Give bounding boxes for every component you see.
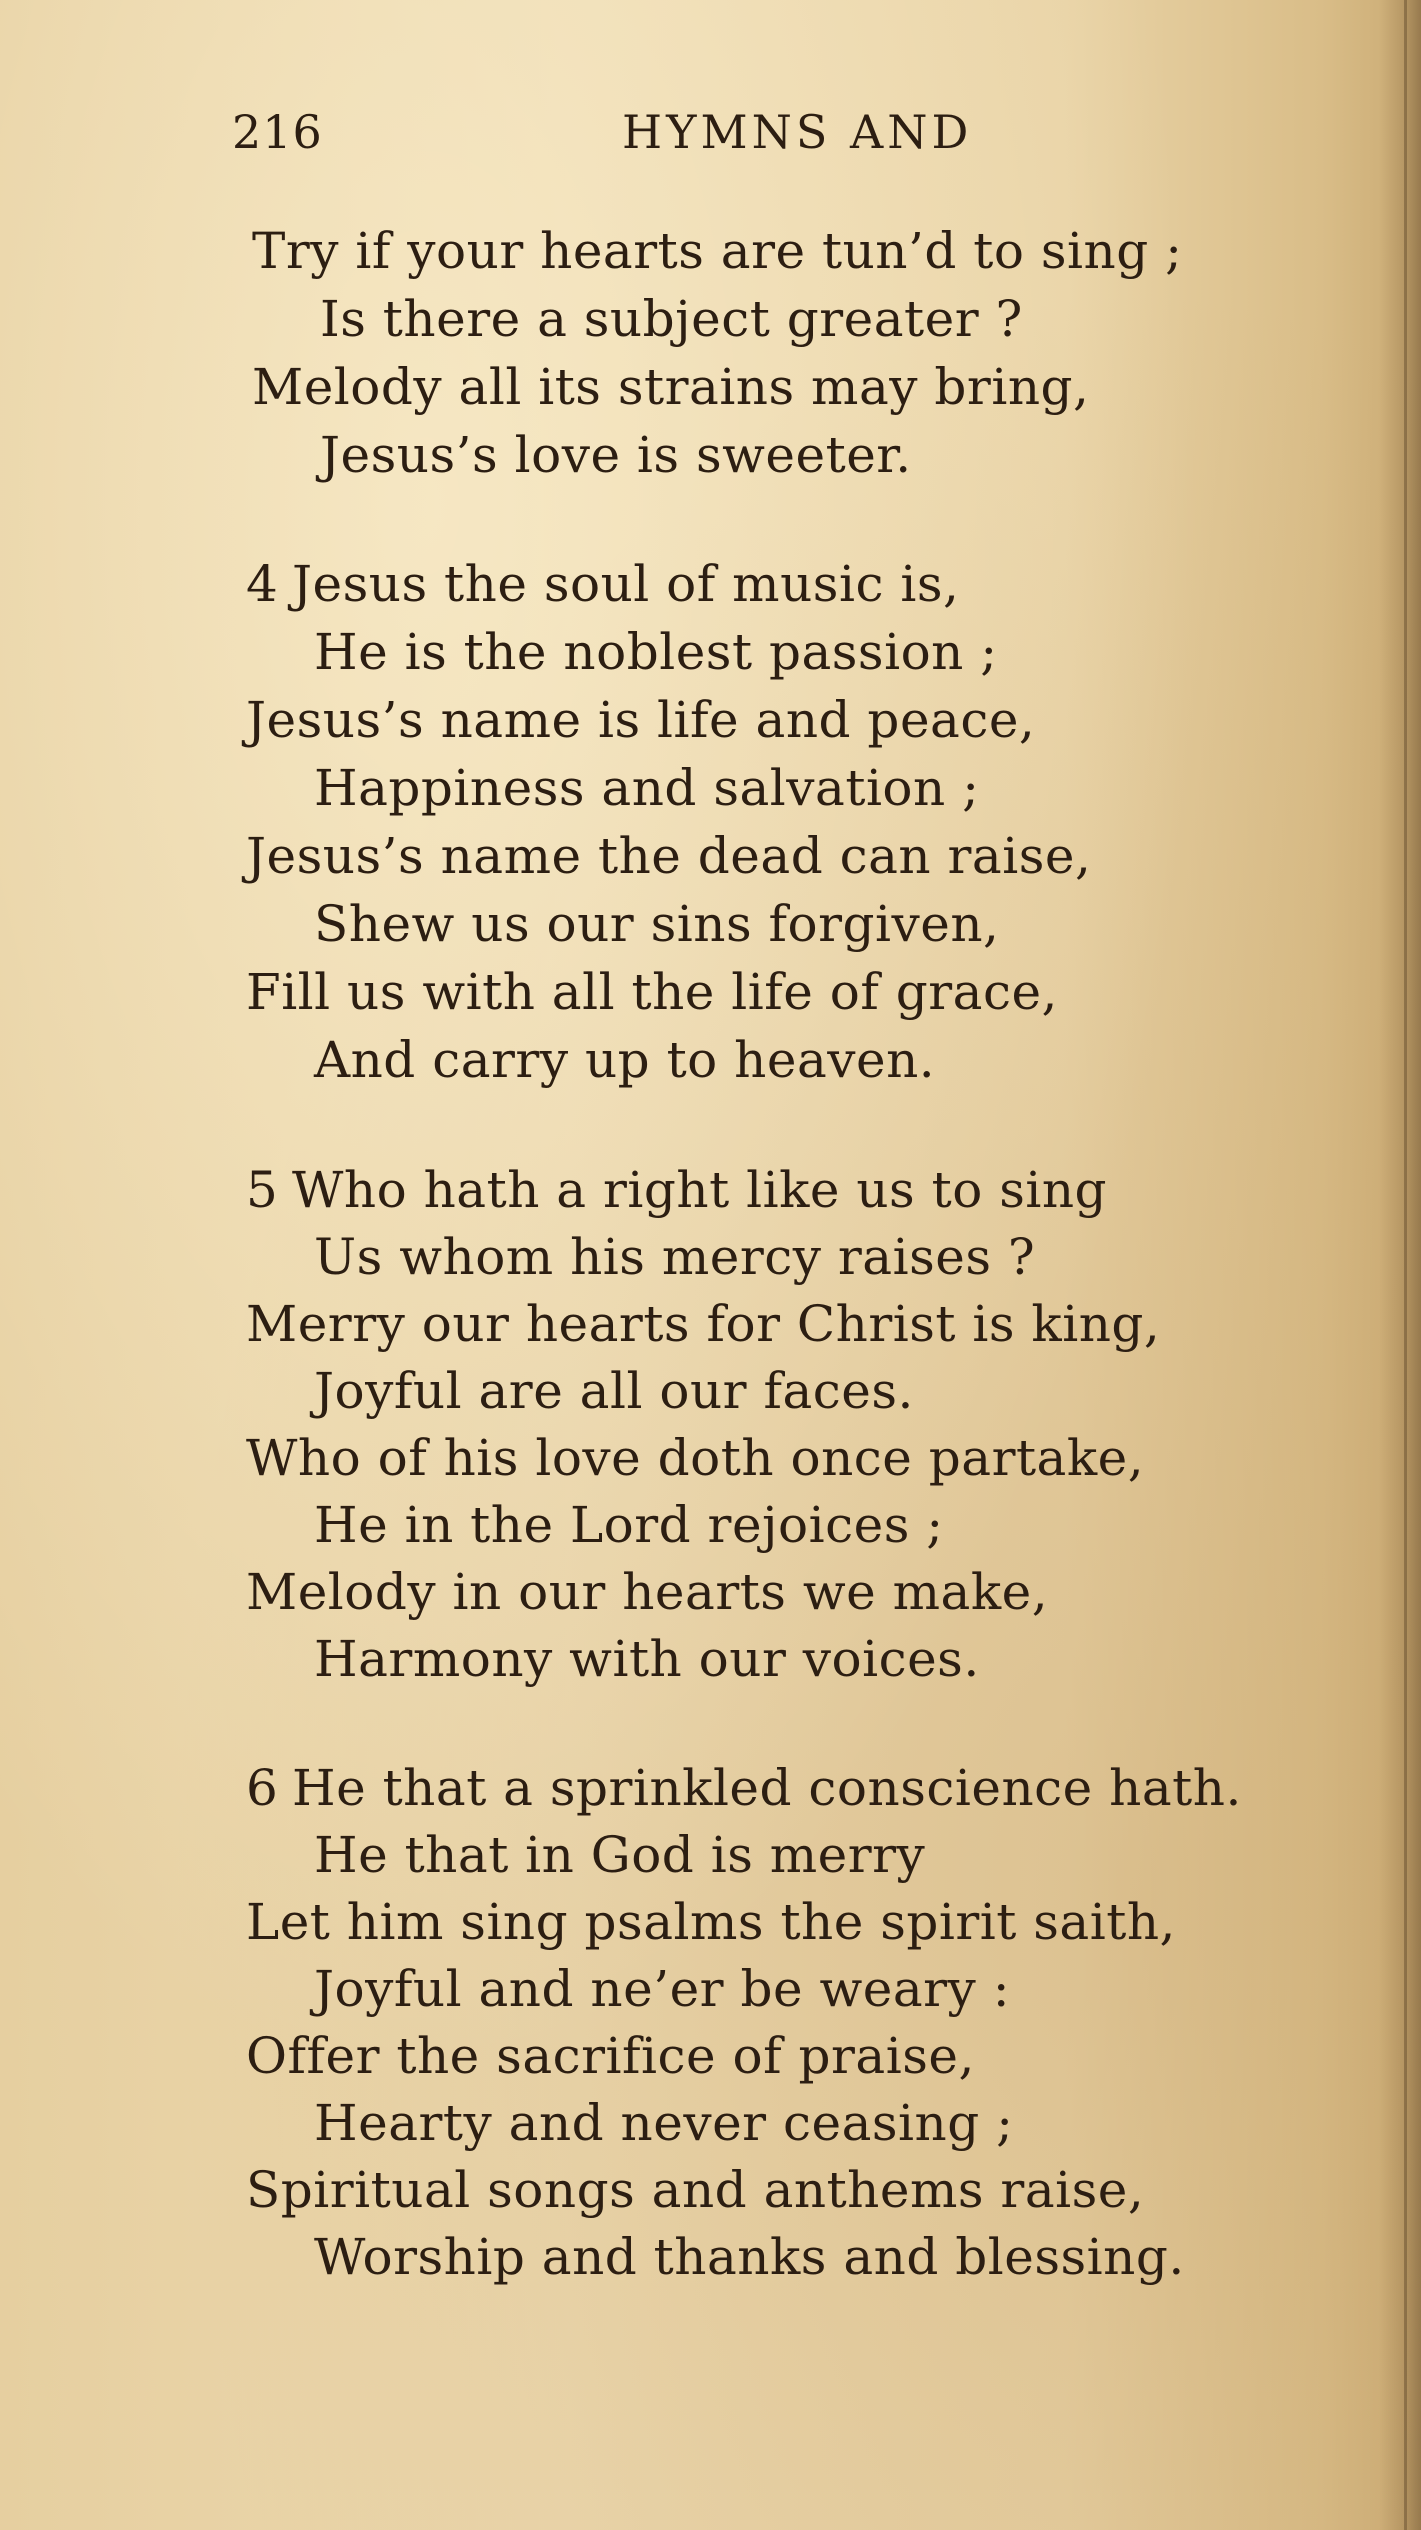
verse-line-text: Who hath a right like us to sing (292, 1161, 1108, 1219)
page-header (232, 105, 1062, 175)
stanza-number: 5 (246, 1161, 279, 1219)
page-edge-line (1404, 0, 1407, 2530)
verse-line: Hearty and never ceasing ; (314, 2094, 1014, 2152)
verse-line: Fill us with all the life of grace, (246, 963, 1058, 1021)
verse-line (246, 1755, 1346, 1822)
verse-line: Worship and thanks and blessing. (314, 2228, 1185, 2286)
verse-line: Melody in our hearts we make, (246, 1563, 1049, 1621)
verse-line: Merry our hearts for Christ is king, (246, 1295, 1161, 1353)
verse-line: Let him sing psalms the spirit saith, (246, 1893, 1176, 1951)
verse-line: Spiritual songs and anthems raise, (246, 2161, 1145, 2219)
verse-line: Happiness and salvation ; (314, 759, 980, 817)
page-edge-shadow (1379, 0, 1421, 2530)
stanza-continued (252, 217, 1352, 489)
verse-line: Offer the sacrifice of praise, (246, 2027, 975, 2085)
verse-line: Who of his love doth once partake, (246, 1429, 1145, 1487)
verse-line: Shew us our sins forgiven, (314, 895, 1000, 953)
verse-line: Melody all its strains may bring, (252, 358, 1090, 416)
verse-line-text: He that a sprinkled conscience hath. (292, 1759, 1242, 1817)
verse-line: He in the Lord rejoices ; (314, 1496, 944, 1554)
verse-line: Joyful and ne’er be weary : (314, 1960, 1011, 2018)
stanza-4 (246, 550, 1346, 1094)
verse-line: Try if your hearts are tun’d to sing ; (252, 222, 1183, 280)
verse-line: He is the noblest passion ; (314, 623, 998, 681)
verse-line: Jesus’s name is life and peace, (246, 691, 1036, 749)
verse-line: And carry up to heaven. (314, 1031, 936, 1089)
verse-line: Jesus’s love is sweeter. (320, 426, 912, 484)
stanza-5 (246, 1157, 1346, 1693)
verse-line: Harmony with our voices. (314, 1630, 980, 1688)
verse-line: Joyful are all our faces. (314, 1362, 914, 1420)
stanza-number: 6 (246, 1759, 279, 1817)
verse-line (246, 550, 1346, 618)
verse-line: Us whom his mercy raises ? (314, 1228, 1036, 1286)
verse-line: He that in God is merry (314, 1826, 926, 1884)
verse-line: Jesus’s name the dead can raise, (246, 827, 1092, 885)
page-number: 216 (232, 105, 323, 159)
running-title: HYMNS AND (622, 105, 973, 159)
verse-line-text: Jesus the soul of music is, (292, 555, 960, 613)
verse-line (246, 1157, 1346, 1224)
verse-line: Is there a subject greater ? (320, 290, 1023, 348)
stanza-number: 4 (246, 555, 279, 613)
stanza-6 (246, 1755, 1346, 2291)
